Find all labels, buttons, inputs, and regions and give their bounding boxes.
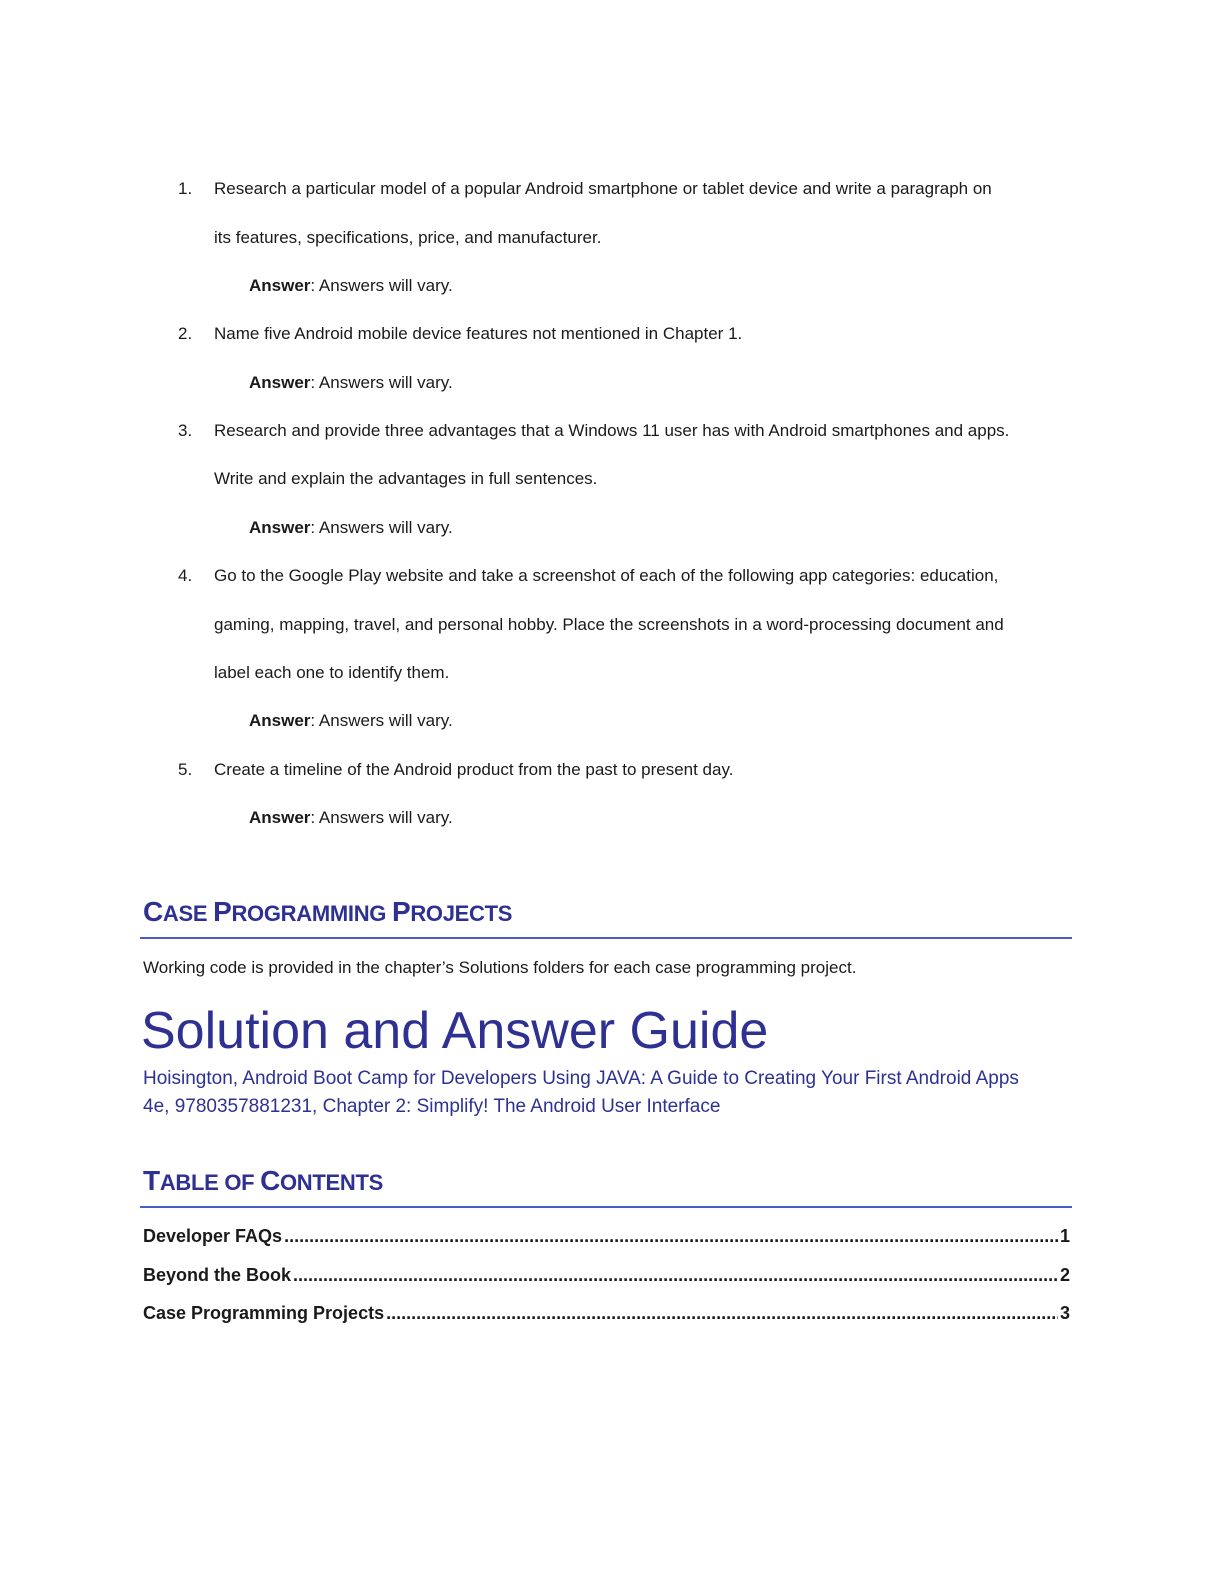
question-text: Go to the Google Play website and take a screenshot of each of the following app categories: education, (214, 566, 999, 585)
answer (249, 516, 453, 540)
case-section-heading: CASE PROGRAMMING PROJECTS (143, 896, 513, 927)
question-number: 5. (178, 760, 193, 779)
question-text: gaming, mapping, travel, and personal hobby. Place the screenshots in a word-processing document and (214, 615, 1004, 634)
answer-label: Answer (249, 373, 311, 392)
toc-heading: TABLE OF CONTENTS (143, 1165, 384, 1196)
toc-leader (386, 1300, 1058, 1326)
toc-leader (293, 1262, 1058, 1288)
toc-entry-page: 2 (1059, 1265, 1070, 1285)
answer (249, 371, 453, 395)
question-number: 1. (178, 179, 193, 198)
question-number: 3. (178, 421, 193, 440)
heading-rule (140, 1206, 1072, 1208)
answer (249, 709, 453, 733)
toc-entry-page: 1 (1059, 1226, 1070, 1246)
answer-text: : Answers will vary. (310, 808, 453, 827)
toc-entry-page: 3 (1059, 1303, 1070, 1323)
answer-text: : Answers will vary. (310, 518, 453, 537)
question-text: Research and provide three advantages that a Windows 11 user has with Android smartphones and apps. (214, 421, 1010, 440)
answer-text: : Answers will vary. (310, 276, 453, 295)
answer-text: : Answers will vary. (310, 711, 453, 730)
question-text: Write and explain the advantages in full sentences. (214, 469, 598, 488)
answer (249, 806, 453, 830)
question-number: 4. (178, 566, 193, 585)
toc-entry-title: Developer FAQs (143, 1226, 283, 1246)
toc-leader (284, 1223, 1058, 1249)
question-text: Research a particular model of a popular Android smartphone or tablet device and write a paragraph on (214, 179, 992, 198)
toc-entry-developer-faqs[interactable] (143, 1223, 1070, 1249)
question-number: 2. (178, 324, 193, 343)
question-text: label each one to identify them. (214, 663, 450, 682)
answer (249, 274, 453, 298)
question-text: Name five Android mobile device features not mentioned in Chapter 1. (214, 324, 743, 343)
document-title: Solution and Answer Guide (141, 1002, 769, 1060)
answer-label: Answer (249, 711, 311, 730)
document-subtitle: 4e, 9780357881231, Chapter 2: Simplify! The Android User Interface (143, 1096, 721, 1117)
toc-entry-case-programming-projects[interactable] (143, 1300, 1070, 1326)
case-section-intro: Working code is provided in the chapter’s Solutions folders for each case programming project. (143, 958, 857, 977)
answer-label: Answer (249, 276, 311, 295)
heading-rule (140, 937, 1072, 939)
question-text: Create a timeline of the Android product from the past to present day. (214, 760, 734, 779)
answer-text: : Answers will vary. (310, 373, 453, 392)
document-subtitle: Hoisington, Android Boot Camp for Developers Using JAVA: A Guide to Creating Your First Android Apps (143, 1068, 1019, 1089)
answer-label: Answer (249, 808, 311, 827)
answer-label: Answer (249, 518, 311, 537)
toc-entry-title: Beyond the Book (143, 1265, 292, 1285)
question-text: its features, specifications, price, and manufacturer. (214, 228, 602, 247)
toc-entry-title: Case Programming Projects (143, 1303, 385, 1323)
toc-entry-beyond-the-book[interactable] (143, 1262, 1070, 1288)
